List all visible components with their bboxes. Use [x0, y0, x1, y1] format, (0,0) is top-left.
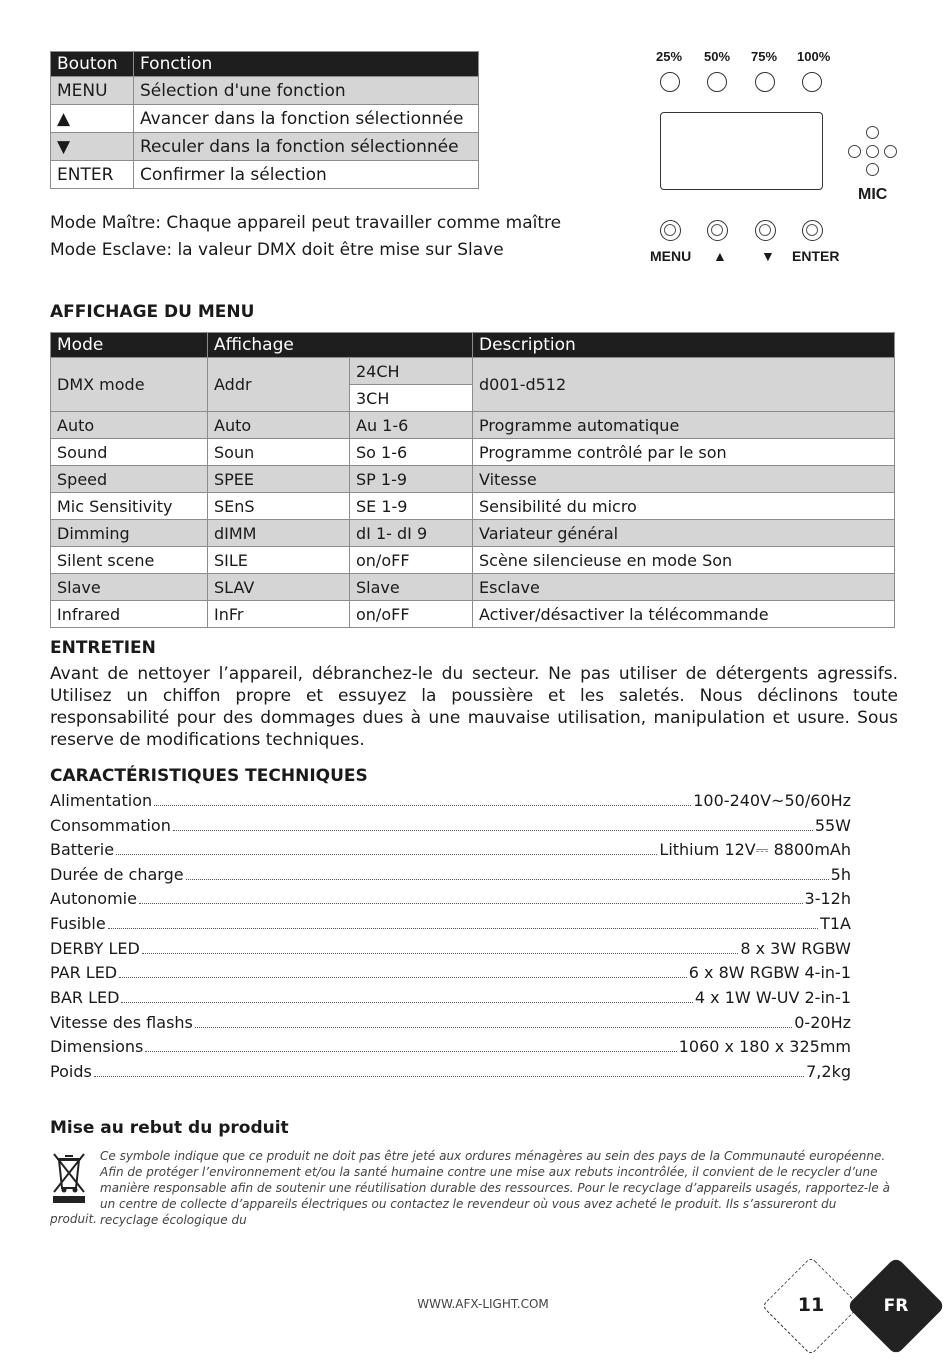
table-cell: Sélection d'une fonction	[134, 77, 479, 105]
table-cell: 3CH	[350, 385, 473, 412]
spec-row	[50, 816, 851, 840]
spec-label: Fusible	[50, 914, 106, 933]
table-cell: 24CH	[350, 358, 473, 385]
menu-section-title: AFFICHAGE DU MENU	[50, 302, 255, 322]
spec-row	[50, 1062, 851, 1086]
table-cell: d001-d512	[473, 358, 895, 412]
spec-row	[50, 914, 851, 938]
maintenance-text: Avant de nettoyer l’appareil, débranchez-le du secteur. Ne pas utiliser de détergents agressifs. Utilisez un chiffon propre et essuyez la poussière et les saletés. Nous déclinons toute responsabilité pour des dommages dues à une mauvaise utilisation, manipulation et usure. Sous reserve de modifications techniques.	[50, 664, 898, 750]
table-cell: Sensibilité du micro	[473, 493, 895, 520]
spec-label: Durée de charge	[50, 865, 184, 884]
table-cell: Auto	[51, 412, 208, 439]
table-row	[51, 412, 895, 439]
up-knob-icon	[707, 220, 728, 241]
mic-hole-icon	[866, 126, 879, 139]
menu-table	[50, 332, 895, 628]
table-cell: Sound	[51, 439, 208, 466]
language-label: FR	[883, 1296, 909, 1316]
weee-bin-icon	[50, 1150, 88, 1205]
table-cell: SLAV	[208, 574, 350, 601]
level-led-icon	[660, 72, 680, 92]
mic-hole-icon	[866, 145, 879, 158]
table-row	[51, 77, 479, 105]
table-row	[51, 493, 895, 520]
table-cell: Silent scene	[51, 547, 208, 574]
spec-label: Batterie	[50, 840, 115, 859]
spec-value: 3-12h	[804, 889, 851, 908]
table-cell: Esclave	[473, 574, 895, 601]
menu-knob-icon	[660, 220, 681, 241]
spec-row	[50, 865, 851, 889]
table-row	[51, 520, 895, 547]
level-label: 75%	[751, 49, 778, 64]
spec-value: 100-240V~50/60Hz	[693, 791, 851, 810]
table-row	[51, 547, 895, 574]
table-header: Mode	[51, 333, 208, 358]
table-cell: InFr	[208, 601, 350, 628]
table-cell: SEnS	[208, 493, 350, 520]
spec-row	[50, 889, 851, 913]
spec-label: Poids	[50, 1062, 92, 1081]
enter-knob-icon	[802, 220, 823, 241]
table-cell: Reculer dans la fonction sélectionnée	[134, 133, 479, 161]
table-cell: Auto	[208, 412, 350, 439]
spec-value: Lithium 12V⎓ 8800mAh	[659, 840, 851, 859]
table-cell: dI 1- dI 9	[350, 520, 473, 547]
master-mode-text: Mode Maître: Chaque appareil peut travailler comme maître	[50, 213, 562, 233]
menu-label: MENU	[650, 248, 692, 264]
spec-label: Autonomie	[50, 889, 137, 908]
table-cell: Infrared	[51, 601, 208, 628]
table-header: Affichage	[208, 333, 473, 358]
spec-value: 1060 x 180 x 325mm	[678, 1037, 851, 1056]
table-row	[51, 601, 895, 628]
table-cell: Au 1-6	[350, 412, 473, 439]
table-cell: DMX mode	[51, 358, 208, 412]
table-cell: Programme contrôlé par le son	[473, 439, 895, 466]
spec-row	[50, 791, 851, 815]
table-cell: on/oFF	[350, 601, 473, 628]
table-cell: Activer/désactiver la télécommande	[473, 601, 895, 628]
spec-label: BAR LED	[50, 988, 120, 1007]
table-cell: Variateur général	[473, 520, 895, 547]
table-cell: Dimming	[51, 520, 208, 547]
spec-row	[50, 963, 851, 987]
table-cell: Slave	[350, 574, 473, 601]
table-cell: So 1-6	[350, 439, 473, 466]
specs-title: CARACTÉRISTIQUES TECHNIQUES	[50, 766, 368, 786]
buttons-table	[50, 51, 479, 189]
table-cell: Scène silencieuse en mode Son	[473, 547, 895, 574]
table-cell: on/oFF	[350, 547, 473, 574]
spec-label: Consommation	[50, 816, 171, 835]
table-cell: Mic Sensitivity	[51, 493, 208, 520]
enter-label: ENTER	[792, 248, 840, 264]
table-row	[51, 105, 479, 133]
page-number: 11	[797, 1294, 825, 1316]
table-cell: Slave	[51, 574, 208, 601]
table-cell: Avancer dans la fonction sélectionnée	[134, 105, 479, 133]
table-cell: Speed	[51, 466, 208, 493]
disposal-title: Mise au rebut du produit	[50, 1118, 289, 1138]
maintenance-title: ENTRETIEN	[50, 638, 156, 658]
level-label: 100%	[797, 49, 831, 64]
spec-value: 8 x 3W RGBW	[740, 939, 851, 958]
table-cell: SILE	[208, 547, 350, 574]
table-cell: Programme automatique	[473, 412, 895, 439]
spec-row	[50, 1037, 851, 1061]
table-cell: Soun	[208, 439, 350, 466]
table-cell: dIMM	[208, 520, 350, 547]
spec-label: Vitesse des flashs	[50, 1013, 193, 1032]
spec-label: Alimentation	[50, 791, 153, 810]
mic-hole-icon	[884, 145, 897, 158]
spec-value: 7,2kg	[806, 1062, 851, 1081]
spec-value: 5h	[830, 865, 851, 884]
table-cell: ▲	[51, 105, 134, 133]
spec-row	[50, 939, 851, 963]
mic-label: MIC	[858, 186, 888, 203]
table-header: Bouton	[51, 52, 134, 77]
table-row	[51, 439, 895, 466]
table-cell: SPEE	[208, 466, 350, 493]
level-led-icon	[802, 72, 822, 92]
spec-label: Dimensions	[50, 1037, 144, 1056]
footer-url: WWW.AFX-LIGHT.COM	[417, 1297, 549, 1311]
mic-hole-icon	[866, 163, 879, 176]
table-cell: SP 1-9	[350, 466, 473, 493]
level-led-icon	[755, 72, 775, 92]
table-header: Fonction	[134, 52, 479, 77]
mic-hole-icon	[848, 145, 861, 158]
level-label: 50%	[704, 49, 731, 64]
table-row	[51, 133, 479, 161]
table-cell: Addr	[208, 358, 350, 412]
table-cell: Confirmer la sélection	[134, 161, 479, 189]
table-cell: Vitesse	[473, 466, 895, 493]
down-label: ▼	[761, 248, 775, 264]
disposal-text: Ce symbole indique que ce produit ne doit pas être jeté aux ordures ménagères au sein des pays de la Communauté européenne. Afin de protéger l’environnement et/ou la santé humaine contre une mise aux rebuts incontrôlée, il convient de le recycler d’une manière responsable afin de soutenir une réutilisation durable des ressources. Pour le recyclage d’appareils usagés, rapportez-le à un centre de collecte d’appareils électriques ou contactez le revendeur où vous avez acheté le produit. Ils s’assureront du recyclage écologique du	[100, 1149, 890, 1227]
spec-value: 0-20Hz	[794, 1013, 851, 1032]
spec-value: 55W	[814, 816, 851, 835]
display-screen	[660, 112, 823, 190]
disposal-text-tail: produit.	[50, 1212, 97, 1226]
table-row	[51, 161, 479, 189]
spec-row	[50, 1013, 851, 1037]
spec-row	[50, 840, 851, 864]
level-label: 25%	[656, 49, 683, 64]
table-cell: ENTER	[51, 161, 134, 189]
down-knob-icon	[755, 220, 776, 241]
table-row	[51, 466, 895, 493]
table-row	[51, 358, 895, 385]
up-label: ▲	[713, 248, 727, 264]
spec-row	[50, 988, 851, 1012]
spec-value: 4 x 1W W-UV 2-in-1	[694, 988, 851, 1007]
spec-value: 6 x 8W RGBW 4-in-1	[688, 963, 851, 982]
spec-value: T1A	[820, 914, 851, 933]
level-led-icon	[707, 72, 727, 92]
spec-label: PAR LED	[50, 963, 118, 982]
slave-mode-text: Mode Esclave: la valeur DMX doit être mise sur Slave	[50, 240, 504, 260]
table-row	[51, 574, 895, 601]
table-cell: ▼	[51, 133, 134, 161]
table-cell: SE 1-9	[350, 493, 473, 520]
spec-label: DERBY LED	[50, 939, 140, 958]
table-header: Description	[473, 333, 895, 358]
table-cell: MENU	[51, 77, 134, 105]
